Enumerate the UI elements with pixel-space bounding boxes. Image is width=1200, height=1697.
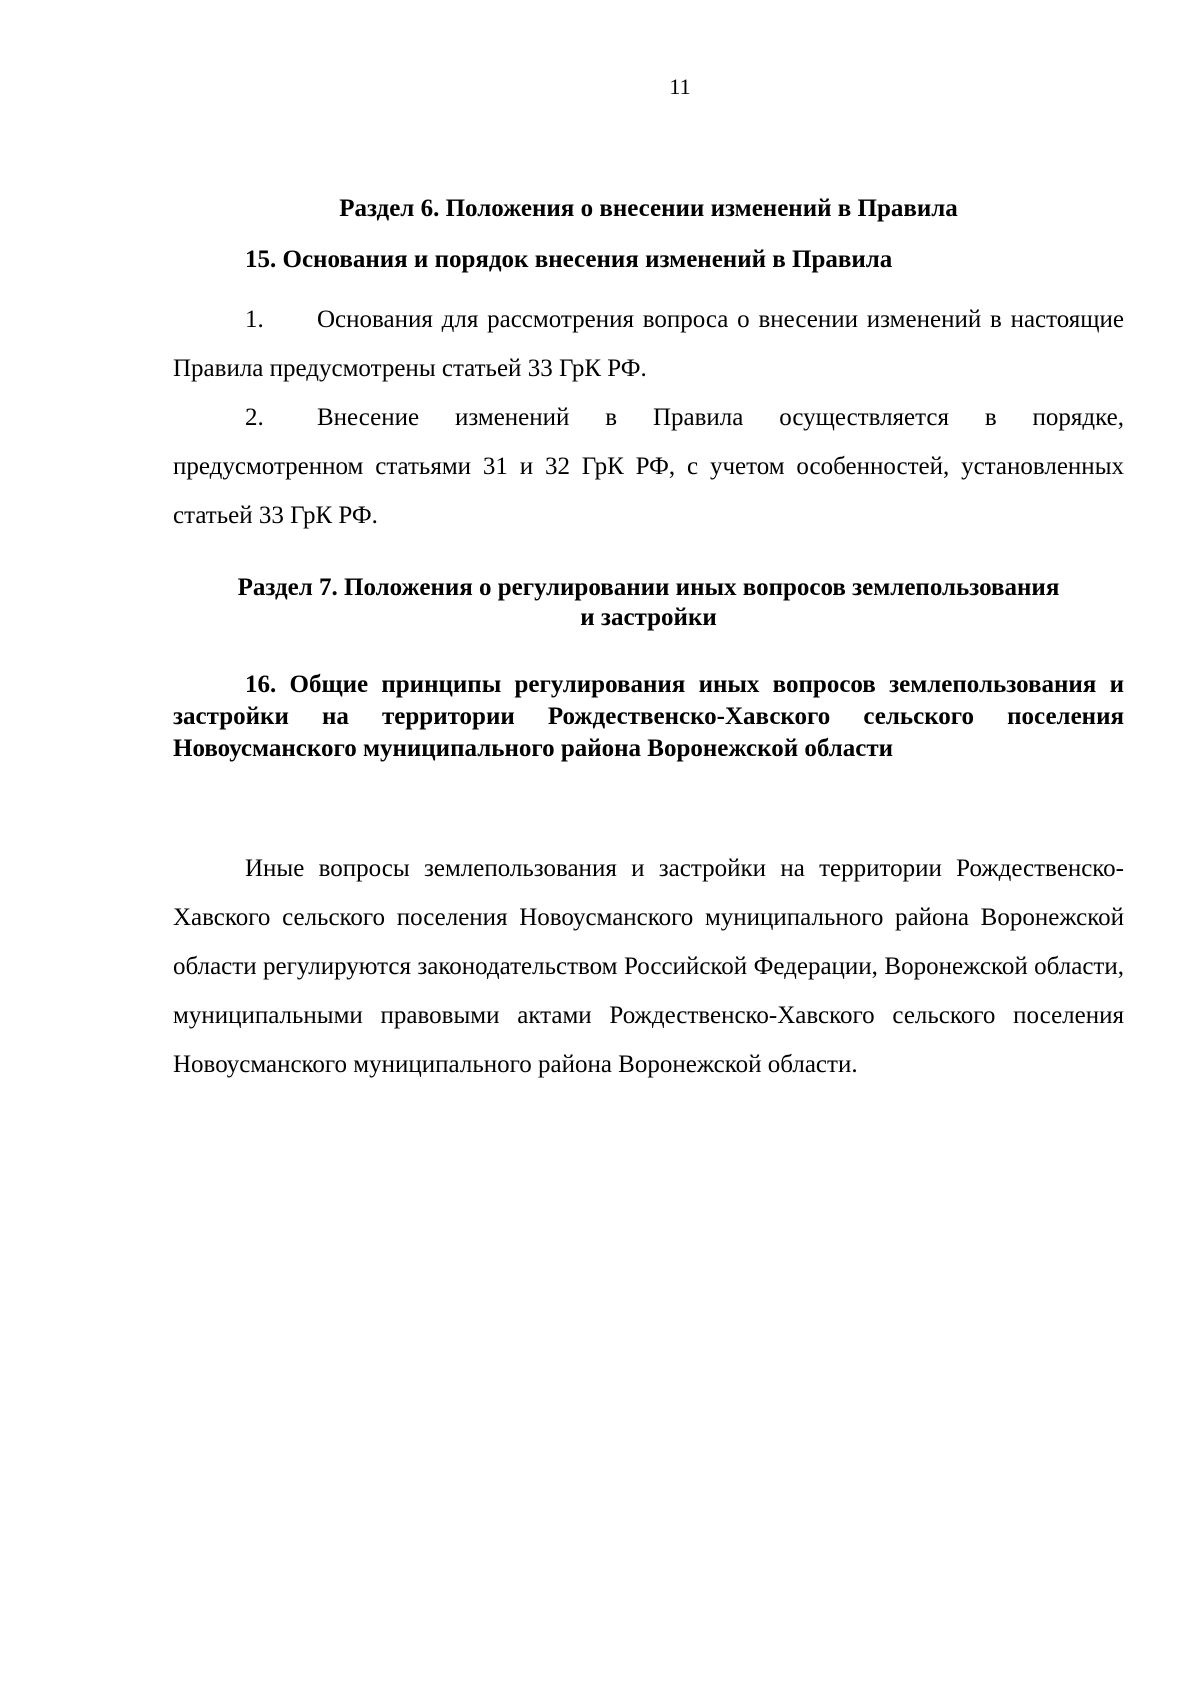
item-number: 1. xyxy=(245,306,264,333)
page-number: 11 xyxy=(669,74,691,99)
item-number: 2. xyxy=(245,404,264,431)
article-15-item-2 xyxy=(173,393,1124,540)
item-text: Внесение изменений в Правила осуществляется в порядке, предусмотренном статьями 31 и 32 ГрК РФ, с учетом особенностей, установленных статьей 33 ГрК РФ. xyxy=(173,404,1124,529)
article-16-text: Иные вопросы землепользования и застройки на территории Рождественско-Хавского сельского поселения Новоусманского муниципального района Воронежской области регулируются законодательством Российской Федерации, Воронежской области, муниципальными правовыми актами Рождественско-Хавского сельского поселения Новоусманского муниципального района Воронежской области. xyxy=(173,855,1124,1078)
article-15-item-1 xyxy=(173,295,1124,393)
item-text: Основания для рассмотрения вопроса о внесении изменений в настоящие Правила предусмотрены статьей 33 ГрК РФ. xyxy=(173,306,1124,382)
article-16-title: 16. Общие принципы регулирования иных вопросов землепользования и застройки на территории Рождественско-Хавского сельского поселения Новоусманского муниципального района Воронежской области xyxy=(173,671,1124,762)
section-7-title xyxy=(173,573,1124,633)
section-7-title-line-2: и застройки xyxy=(580,604,717,631)
section-7-title-line-1: Раздел 7. Положения о регулировании иных вопросов землепользования xyxy=(237,574,1060,601)
section-6-title: Раздел 6. Положения о внесении изменений в Правила xyxy=(339,195,958,222)
article-15-title: 15. Основания и порядок внесения изменений в Правила xyxy=(245,246,893,273)
